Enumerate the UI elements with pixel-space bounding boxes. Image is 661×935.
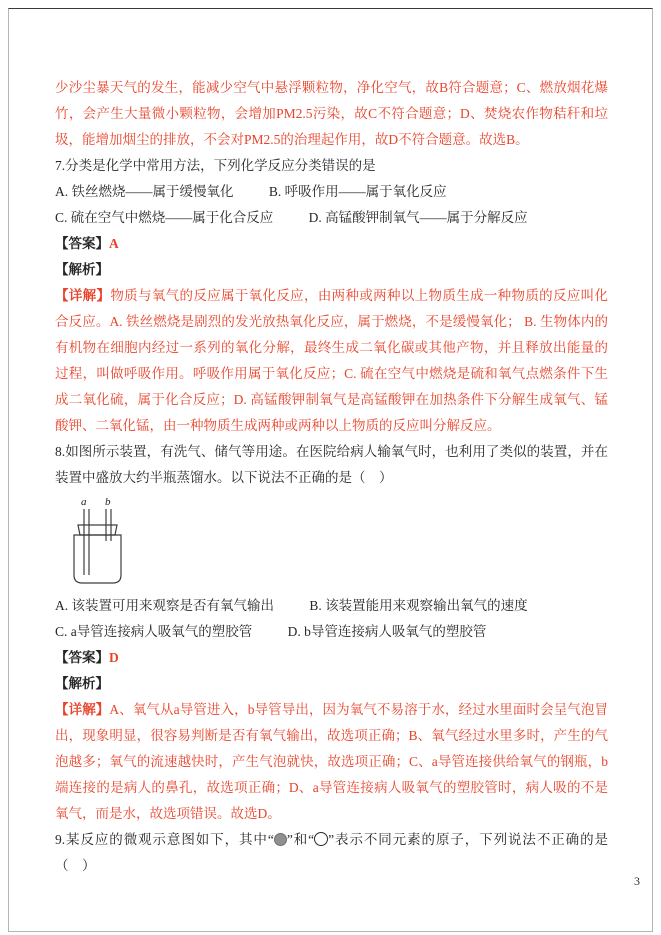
diagram-label-b: b: [105, 496, 111, 508]
q9-stem: [55, 827, 608, 879]
q8-options-ab: [55, 593, 608, 619]
q7-option-a: A. 铁丝燃烧――属于缓慢氧化: [55, 184, 234, 199]
q8-analysis-label: 【解析】: [55, 676, 109, 691]
page-number: 3: [634, 874, 640, 888]
q7-option-c: C. 硫在空气中燃烧――属于化合反应: [55, 210, 274, 225]
q7-answer: A: [109, 236, 119, 251]
q7-analysis-line: [55, 257, 608, 283]
q7-options-cd: [55, 205, 608, 231]
q9-stem-before: 9.某反应的微观示意图如下，其中“: [55, 832, 274, 847]
q8-option-c: C. a导管连接病人吸氧气的塑胶管: [55, 624, 253, 639]
q7-option-d: D. 高锰酸钾制氧气――属于分解反应: [308, 210, 528, 225]
empty-atom-icon: [314, 832, 328, 846]
q8-option-b: B. 该装置能用来观察输出氧气的速度: [309, 598, 528, 613]
q9-stem-mid: ”和“: [286, 832, 315, 847]
q8-detail-text: A、氧气从a导管进入，b导管导出，因为氧气不易溶于水，经过水里面时会呈气泡冒出，现象明显，很容易判断是否有氧气输出，故选项正确；B、氧气经过水里多时，产生的气泡越多；氧气的流速越快时，产生气泡就快，故选项正确；C、a导管连接供给氧气的钢瓶，b端连接的是病人的鼻孔，故选项正确；D、a导管连接病人吸氧气的塑胶管时，病人吸的不是氧气，而是水，故选项错误。故选D。: [55, 702, 608, 821]
q8-detail: [55, 697, 608, 827]
q8-analysis-line: [55, 671, 608, 697]
q8-answer-label: 【答案】: [55, 650, 109, 665]
q7-detail: [55, 283, 608, 439]
diagram-label-a: a: [81, 496, 87, 508]
q8-diagram: [63, 495, 608, 591]
gas-washing-bottle-diagram: [63, 495, 137, 589]
q7-detail-text: 物质与氧气的反应属于氧化反应，由两种或两种以上物质生成一种物质的反应叫化合反应。A. 铁丝燃烧是剧烈的发光放热氧化反应，属于燃烧，不是缓慢氧化； B. 生物体内的有机物在细胞内经过一系列的氧化分解，最终生成二氧化碳或其他产物，并且释放出能量的过程，叫做呼吸作用。呼吸作用属于氧化反应；C. 硫在空气中燃烧是硫和氧气点燃条件下生成二氧化硫，属于化合反应；D. 高锰酸钾制氧气是高锰酸钾在加热条件下分解生成氧气、锰酸钾、二氧化锰，由一种物质生成两种或两种以上物质的反应叫分解反应。: [55, 288, 609, 433]
q7-answer-label: 【答案】: [55, 236, 109, 251]
q8-answer: D: [109, 650, 119, 665]
q8-options-cd: [55, 619, 608, 645]
answer-explanation-continued: 少沙尘暴天气的发生，能减少空气中悬浮颗粒物，净化空气，故B符合题意；C、燃放烟花爆竹，会产生大量微小颗粒物，会增加PM2.5污染，故C不符合题意；D、焚烧农作物秸秆和垃圾，能增加烟尘的排放，不会对PM2.5的治理起作用，故D不符合题意。故选B。: [55, 80, 608, 147]
q9-stem-after: ”表示不同元素的原子，下列说法不正确的是（ ）: [55, 832, 608, 873]
q8-detail-label: 【详解】: [55, 702, 110, 717]
q8-option-d: D. b导管连接病人吸氧气的塑胶管: [287, 624, 487, 639]
q7-options-ab: [55, 179, 608, 205]
q8-stem: 8.如图所示装置，有洗气、储气等用途。在医院给病人输氧气时，也利用了类似的装置，并在装置中盛放大约半瓶蒸馏水。以下说法不正确的是（ ）: [55, 444, 608, 485]
q7-detail-label: 【详解】: [55, 288, 111, 303]
bottle-body: [74, 535, 121, 583]
q8-answer-line: [55, 645, 608, 671]
document-page: [8, 8, 653, 932]
document-content: [9, 9, 652, 879]
q7-stem: 7.分类是化学中常用方法，下列化学反应分类错误的是: [55, 158, 376, 173]
q7-answer-line: [55, 231, 608, 257]
q8-option-a: A. 该装置可用来观察是否有氧气输出: [55, 598, 274, 613]
q7-option-b: B. 呼吸作用――属于氧化反应: [268, 184, 447, 199]
q7-analysis-label: 【解析】: [55, 262, 109, 277]
filled-atom-icon: [274, 833, 287, 846]
